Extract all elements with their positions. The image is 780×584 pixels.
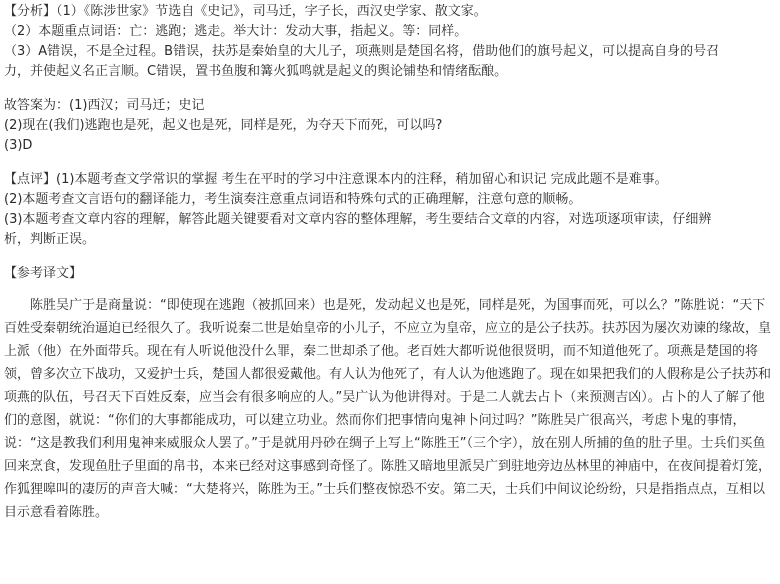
answer-section	[4, 96, 776, 156]
analysis-line: （2）本题重点词语：亡：逃跑；逃走。举大计：发动大事，指起义。等：同样。	[4, 24, 468, 39]
analysis-line: 力，并使起义名正言顺。C错误，置书鱼腹和篝火狐鸣就是起义的舆论铺垫和情绪酝酿。	[4, 64, 508, 79]
translation-section	[4, 264, 776, 524]
comment-section	[4, 170, 776, 250]
translation-heading: 【参考译文】	[4, 266, 83, 281]
answer-line: 故答案为：(1)西汉；司马迁；史记	[4, 98, 205, 113]
analysis-section	[4, 2, 776, 82]
comment-line: (3)本题考查文章内容的理解，解答此题关键要看对文章内容的整体理解，考生要结合文章的内容，对选项逐项审读，仔细辨	[4, 212, 712, 227]
comment-line: 【点评】(1)本题考查文学常识的掌握 考生在平时的学习中注意课本内的注释，稍加留心和识记 完成此题不是难事。	[4, 172, 668, 187]
answer-line: (3)D	[4, 138, 33, 153]
analysis-line: 【分析】（1）《陈涉世家》节选自《史记》，司马迁，字子长，西汉史学家、散文家。	[4, 4, 487, 19]
comment-line: (2)本题考查文言语句的翻译能力，考生演奏注意重点词语和特殊句式的正确理解，注意句意的顺畅。	[4, 192, 582, 207]
comment-line: 析，判断正误。	[4, 232, 96, 247]
analysis-line: （3）A错误，不是全过程。B错误，扶苏是秦始皇的大儿子，项燕则是楚国名将，借助他们的旗号起义，可以提高自身的号召	[4, 44, 720, 59]
answer-line: (2)现在(我们)逃跑也是死，起义也是死，同样是死，为夺天下而死，可以吗?	[4, 118, 443, 133]
translation-paragraph: 陈胜吴广于是商量说：“即使现在逃跑（被抓回来）也是死，发动起义也是死，同样是死，为国事而死，可以么？”陈胜说：“天下百姓受秦朝统治逼迫已经很久了。我听说秦二世是始皇帝的小儿子，不应立为皇帝，应立的是公子扶苏。扶苏因为屡次劝谏的缘故，皇上派（他）在外面带兵。现在有人听说他没什么罪，秦二世却杀了他。老百姓大都听说他很贤明，而不知道他死了。项燕是楚国的将领，曾多次立下战功，又爱护士兵，楚国人都很爱戴他。有人认为他死了，有人认为他逃跑了。现在如果把我们的人假称是公子扶苏和项燕的队伍，号召天下百姓反秦，应当会有很多响应的人。”吴广认为他讲得对。于是二人就去占卜（来预测吉凶）。占卜的人了解了他们的意图，就说：“你们的大事都能成功，可以建立功业。然而你们把事情向鬼神卜问过吗？”陈胜吴广很高兴，考虑卜鬼的事情，说：“这是教我们利用鬼神来威服众人罢了。”于是就用丹砂在绸子上写上“陈胜王”（三个字），放在别人所捕的鱼的肚子里。士兵们买鱼回来烹食，发现鱼肚子里面的帛书，本来已经对这事感到奇怪了。陈胜又暗地里派吴广到驻地旁边丛林里的神庙中，在夜间提着灯笼，作狐狸嗥叫的凄厉的声音大喊：“大楚将兴，陈胜为王。”士兵们整夜惊恐不安。第二天，士兵们中间议论纷纷，只是指指点点，互相以目示意看着陈胜。	[4, 298, 772, 520]
